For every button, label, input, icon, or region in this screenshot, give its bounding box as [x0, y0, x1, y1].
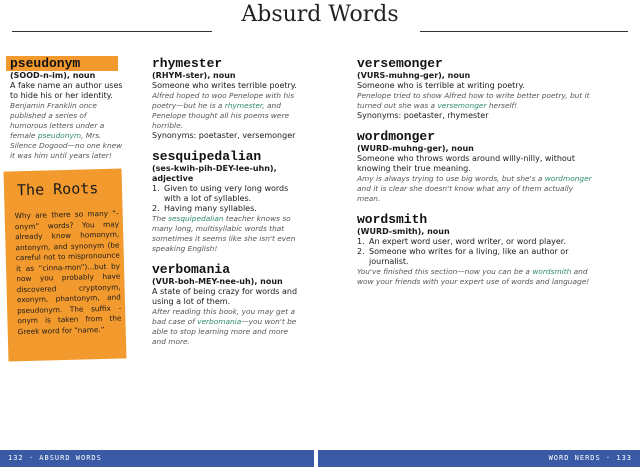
- column-3: [357, 57, 597, 287]
- entry-wordsmith: [357, 213, 597, 287]
- definition-1: 1. An expert word user, word writer, or word player.: [357, 237, 566, 246]
- page-footer: [0, 450, 640, 467]
- pronunciation: (ses-kwih-pih-DEY-lee-uhn), adjective: [152, 164, 277, 183]
- footer-left: 132 · ABSURD WORDS: [8, 454, 102, 462]
- synonyms: Synonyms: poetaster, versemonger: [152, 131, 296, 140]
- pronunciation: (WURD-smith), noun: [357, 227, 450, 236]
- headword: wordmonger: [357, 129, 436, 144]
- pronunciation: (WURD-muhng-ger), noun: [357, 144, 474, 153]
- headword: pseudonym: [10, 56, 81, 71]
- example: Benjamin Franklin once published a series of humorous letters under a female pseudonym, Mrs. Silence Dogood—no one knew it was him until years later!: [10, 101, 123, 160]
- entry-versemonger: [357, 57, 597, 121]
- synonyms: Synonyms: poetaster, rhymester: [357, 111, 489, 120]
- example: After reading this book, you may get a bad case of verbomania—you won't be able to stop learning more and more and more.: [152, 307, 297, 346]
- definition: Someone who is terrible at writing poetry.: [357, 81, 525, 90]
- headword: verbomania: [152, 262, 231, 277]
- entry-pseudonym: [10, 57, 125, 161]
- headword: wordsmith: [357, 212, 428, 227]
- roots-box: [4, 168, 127, 361]
- page-gutter: [314, 450, 318, 467]
- pronunciation: (VUR-boh-MEY-nee-uh), noun: [152, 277, 283, 286]
- definition-2: 2. Someone who writes for a living, like an author or journalist.: [357, 247, 569, 266]
- definition: Someone who writes terrible poetry.: [152, 81, 297, 90]
- entry-sesquipedalian: [152, 150, 302, 254]
- title-rule-right: [420, 31, 628, 32]
- example: Alfred hoped to woo Penelope with his poetry—but he is a rhymester, and Penelope thought all his poems were horrible.: [152, 91, 295, 130]
- roots-heading: The Roots: [16, 179, 99, 200]
- example: Penelope tried to show Alfred how to write better poetry, but it turned out she was a versemonger herself!: [357, 91, 590, 110]
- roots-text: Why are there so many “-onym” words? You may already know homonym, antonym, and synonym (be careful not to mispronounce it as “cinna-mon”)...but by now you probably have discovered cryptonym, exonym, phantonym, and pseudonym. The suffix -onym is taken from the Greek word for “name.”: [14, 208, 122, 336]
- page-title: Absurd Words: [241, 2, 399, 27]
- example: You've finished this section—now you can be a wordsmith and wow your friends with your expert use of words and language!: [357, 267, 590, 286]
- headword: versemonger: [357, 56, 443, 71]
- definition: Someone who throws words around willy-nilly, without knowing their true meaning.: [357, 154, 576, 173]
- definition: A fake name an author uses to hide his or her identity.: [10, 81, 123, 100]
- definition-1: 1. Given to using very long words with a lot of syllables.: [152, 184, 289, 203]
- pronunciation: (VURS-muhng-ger), noun: [357, 71, 471, 80]
- example: Amy is always trying to use big words, but she's a wordmonger and it is clear she doesn't know what any of them actually mean.: [357, 174, 592, 203]
- pronunciation: (RHYM-ster), noun: [152, 71, 236, 80]
- headword: sesquipedalian: [152, 149, 262, 164]
- title-rule-left: [12, 31, 212, 32]
- headword: rhymester: [152, 56, 223, 71]
- definition-2: 2. Having many syllables.: [152, 204, 257, 213]
- pronunciation: (SOOD-n-im), noun: [10, 71, 96, 80]
- definition: A state of being crazy for words and using a lot of them.: [152, 287, 298, 306]
- entry-verbomania: [152, 263, 302, 347]
- column-2: [152, 57, 302, 347]
- entry-rhymester: [152, 57, 302, 141]
- entry-wordmonger: [357, 130, 597, 204]
- example: The sesquipedalian teacher knows so many long, multisyllabic words that sometimes it seems like she isn't even speaking English!: [152, 214, 296, 253]
- footer-right: WORD NERDS · 133: [548, 454, 632, 462]
